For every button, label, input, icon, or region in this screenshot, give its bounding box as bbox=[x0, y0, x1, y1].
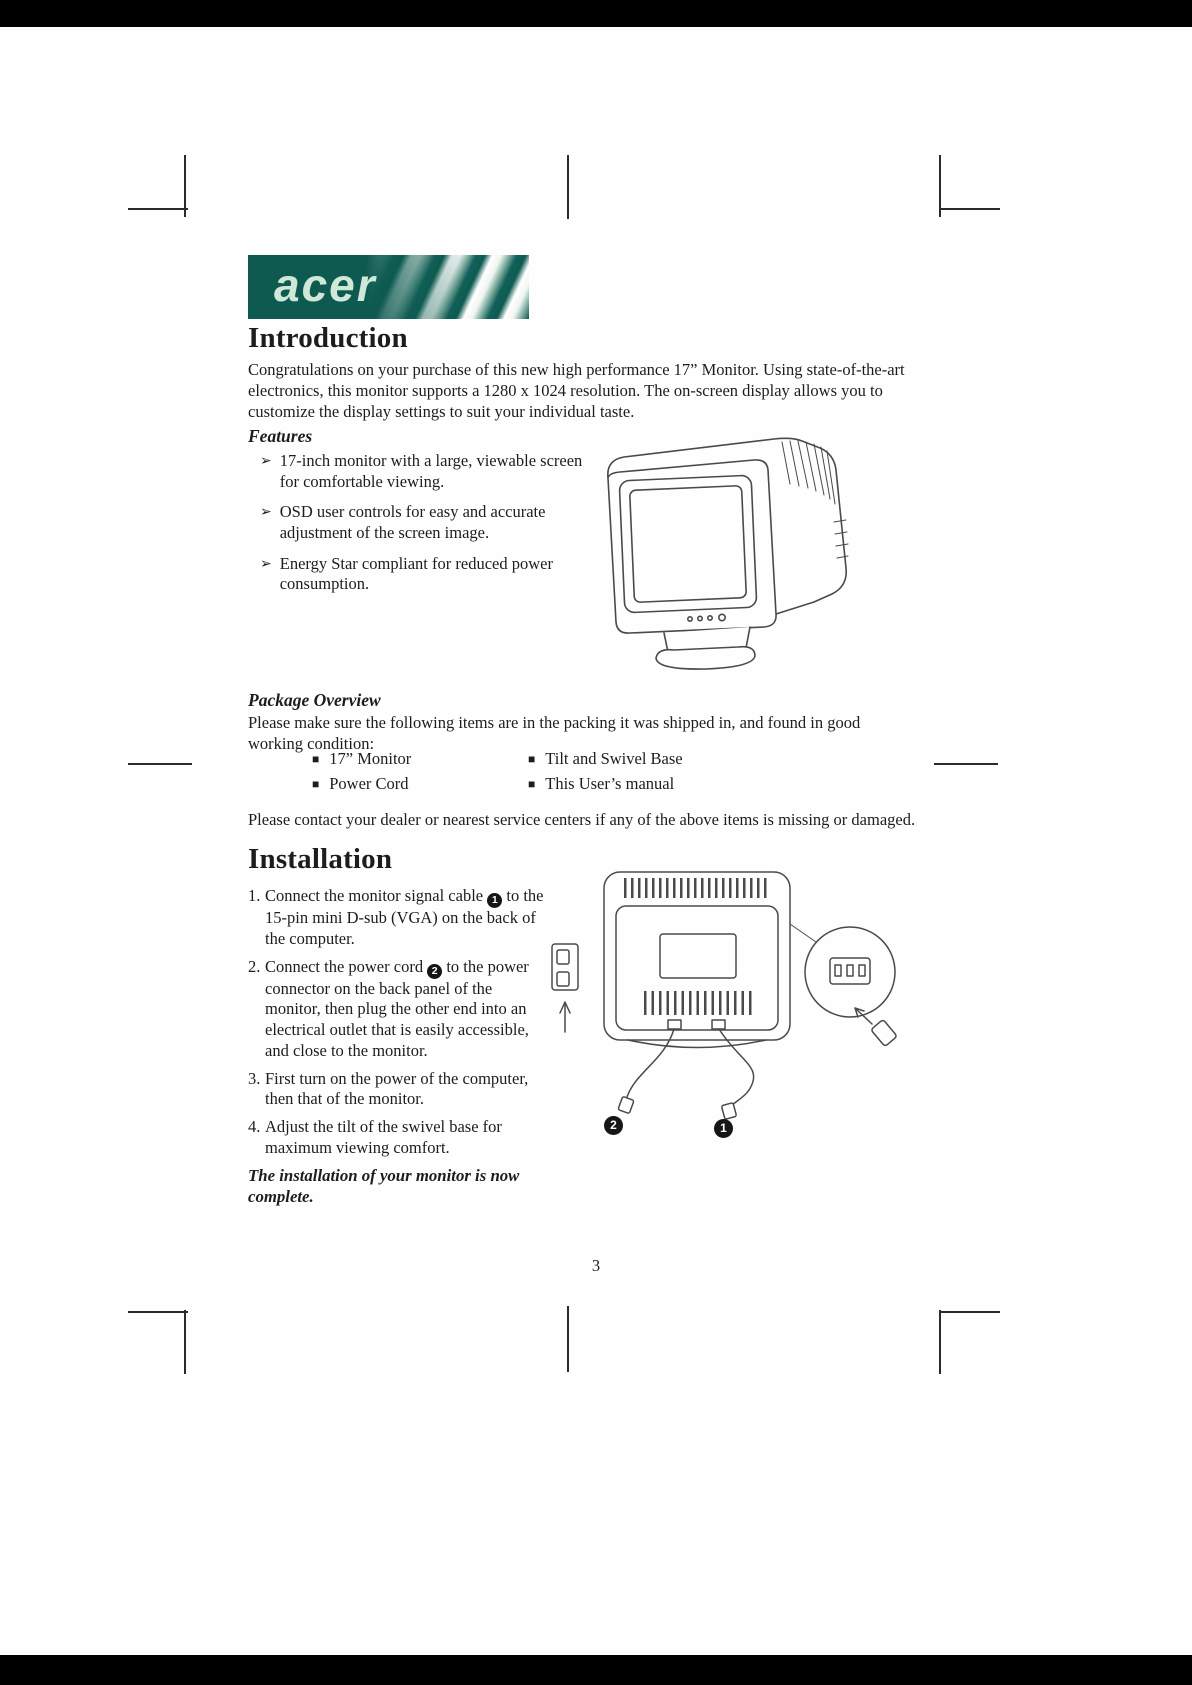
square-bullet-icon: ■ bbox=[528, 777, 536, 791]
step-number: 2. bbox=[248, 956, 261, 976]
acer-logo bbox=[248, 255, 529, 319]
crop-mark bbox=[940, 1311, 1000, 1313]
crop-mark bbox=[567, 155, 569, 219]
crop-mark bbox=[184, 1310, 186, 1374]
arrow-bullet-icon: ➢ bbox=[260, 556, 272, 572]
step-number: 4. bbox=[248, 1117, 261, 1137]
features-title: Features bbox=[248, 426, 313, 446]
arrow-bullet-icon: ➢ bbox=[260, 505, 272, 521]
crop-mark bbox=[940, 208, 1000, 210]
scan-edge-bottom bbox=[0, 1655, 1192, 1685]
crop-mark bbox=[939, 1310, 941, 1374]
installation-conclusion: The installation of your monitor is now complete. bbox=[248, 1165, 520, 1206]
crop-mark bbox=[128, 208, 188, 210]
package-item-label: Power Cord bbox=[329, 774, 409, 793]
package-body: Please make sure the following items are in the packing it was shipped in, and found in good working condition: bbox=[248, 713, 861, 753]
feature-text: Energy Star compliant for reduced power consumption. bbox=[279, 553, 553, 594]
step-text: to the power connector on the back panel of the monitor, then plug the other end into an electrical outlet that is easily accessible, and close to the monitor. bbox=[265, 956, 529, 1060]
scan-edge-top bbox=[0, 0, 1192, 27]
arrow-bullet-icon: ➢ bbox=[260, 454, 272, 469]
step-text: Connect the power cord bbox=[265, 956, 424, 976]
package-item-label: This User’s manual bbox=[545, 774, 675, 793]
diagram-badge-2: 2 bbox=[604, 1116, 623, 1135]
step-text: First turn on the power of the computer, then that of the monitor. bbox=[265, 1068, 529, 1109]
square-bullet-icon: ■ bbox=[312, 752, 320, 766]
install-step bbox=[248, 1069, 551, 1111]
installation-title: Installation bbox=[248, 843, 393, 875]
step-text: Connect the monitor signal cable bbox=[265, 886, 484, 905]
feature-text: OSD user controls for easy and accurate adjustment of the screen image. bbox=[279, 502, 546, 542]
package-item bbox=[312, 774, 409, 794]
install-step bbox=[248, 886, 551, 950]
crop-mark bbox=[128, 1311, 188, 1313]
package-item bbox=[528, 749, 683, 769]
page-number: 3 bbox=[591, 1256, 601, 1275]
list-item bbox=[260, 502, 600, 543]
step-text: to the 15-pin mini D-sub (VGA) on the back of the computer. bbox=[265, 886, 544, 948]
monitor-front-illustration bbox=[578, 426, 888, 690]
installation-steps bbox=[248, 886, 551, 1208]
callout-1-badge: 1 bbox=[487, 893, 502, 908]
crop-mark bbox=[934, 763, 998, 765]
crop-mark bbox=[567, 1306, 569, 1372]
install-step bbox=[248, 957, 551, 1062]
install-step bbox=[248, 1117, 551, 1159]
package-title: Package Overview bbox=[248, 690, 381, 710]
square-bullet-icon: ■ bbox=[312, 777, 320, 791]
step-number: 1. bbox=[248, 886, 261, 905]
package-note: Please contact your dealer or nearest service centers if any of the above items is missing or damaged. bbox=[248, 810, 916, 829]
package-item bbox=[528, 774, 674, 794]
intro-title: Introduction bbox=[248, 322, 408, 354]
list-item bbox=[260, 554, 600, 595]
intro-body: Congratulations on your purchase of this new high performance 17” Monitor. Using state-of-the-art electronics, this monitor supports a 1280 x 1024 resolution. The on-screen display allows you to customize the display settings to suit your individual taste. bbox=[248, 360, 905, 421]
list-item bbox=[260, 451, 600, 492]
diagram-badge-1: 1 bbox=[714, 1119, 733, 1138]
step-number: 3. bbox=[248, 1068, 261, 1088]
step-text: Adjust the tilt of the swivel base for maximum viewing comfort. bbox=[265, 1117, 502, 1158]
feature-text: 17-inch monitor with a large, viewable screen for comfortable viewing. bbox=[279, 451, 583, 491]
square-bullet-icon: ■ bbox=[528, 752, 536, 766]
package-item-label: Tilt and Swivel Base bbox=[545, 749, 683, 768]
acer-logo-text: acer bbox=[274, 259, 377, 311]
package-item bbox=[312, 749, 411, 769]
crop-mark bbox=[128, 763, 192, 765]
callout-2-badge: 2 bbox=[427, 964, 442, 979]
package-item-label: 17” Monitor bbox=[329, 749, 412, 768]
installation-illustration bbox=[542, 862, 907, 1162]
features-list bbox=[260, 451, 600, 605]
